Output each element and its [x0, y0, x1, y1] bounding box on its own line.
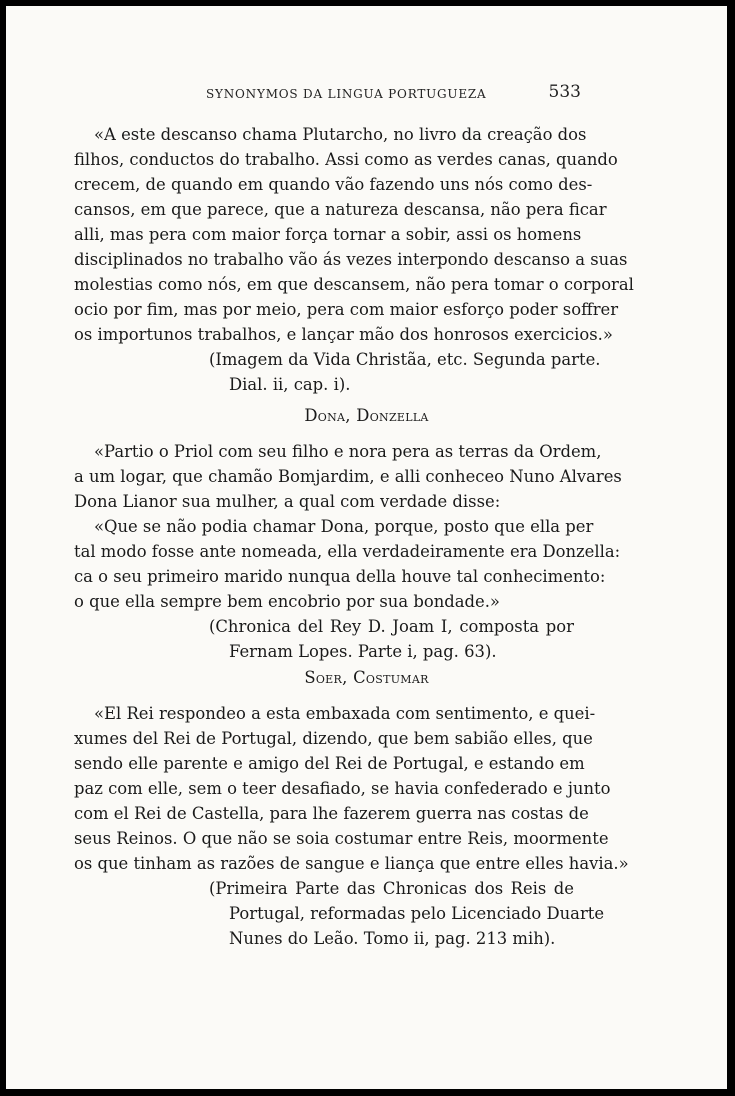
citation-line: (Chronica del Rey D. Joam I, composta por	[209, 617, 574, 636]
paragraph-line: alli, mas pera com maior força tornar a sobir, assi os homens	[74, 225, 582, 244]
citation-line: (Imagem da Vida Christãa, etc. Segunda parte.	[209, 350, 601, 369]
paragraph-line: disciplinados no trabalho vão ás vezes interpondo descanso a suas	[74, 250, 628, 269]
section-heading: Dona, Donzella	[304, 406, 429, 425]
paragraph-line: paz com elle, sem o teer desafiado, se havia confederado e junto	[74, 779, 611, 798]
paragraph-line: ocio por fim, mas por meio, pera com maior esforço poder soffrer	[74, 300, 619, 319]
paragraph-line: filhos, conductos do trabalho. Assi como as verdes canas, quando	[74, 150, 618, 169]
page-number: 533	[548, 82, 581, 102]
book-page	[6, 6, 727, 1089]
paragraph-line: tal modo fosse ante nomeada, ella verdadeiramente era Donzella:	[74, 542, 621, 561]
citation-line: Dial. ii, cap. i).	[229, 375, 351, 394]
page-header	[66, 82, 581, 112]
paragraph-line: xumes del Rei de Portugal, dizendo, que bem sabião elles, que	[74, 729, 593, 748]
citation-line: Portugal, reformadas pelo Licenciado Duarte	[229, 904, 605, 923]
paragraph-line: com el Rei de Castella, para lhe fazerem guerra nas costas de	[74, 804, 589, 823]
paragraph-line: molestias como nós, em que descansem, não pera tomar o corporal	[74, 275, 634, 294]
paragraph-line: o que ella sempre bem encobrio por sua bondade.»	[74, 592, 500, 611]
section-heading: Soer, Costumar	[304, 668, 429, 687]
citation-line: Nunes do Leão. Tomo ii, pag. 213 mih).	[229, 929, 556, 948]
paragraph-line: «Que se não podia chamar Dona, porque, posto que ella per	[94, 517, 594, 536]
paragraph-line: a um logar, que chamão Bomjardim, e alli conheceo Nuno Alvares	[74, 467, 622, 486]
paragraph-line: os importunos trabalhos, e lançar mão dos honrosos exercicios.»	[74, 325, 613, 344]
paragraph-line: os que tinham as razões de sangue e liança que entre elles havia.»	[74, 854, 629, 873]
running-title: SYNONYMOS DA LINGUA PORTUGUEZA	[206, 87, 487, 101]
citation-line: (Primeira Parte das Chronicas dos Reis de	[209, 879, 574, 898]
paragraph-line: crecem, de quando em quando vão fazendo uns nós como des-	[74, 175, 593, 194]
paragraph-line: cansos, em que parece, que a natureza descansa, não pera ficar	[74, 200, 607, 219]
paragraph-line: «El Rei respondeo a esta embaxada com sentimento, e quei-	[94, 704, 596, 723]
paragraph-line: «A este descanso chama Plutarcho, no livro da creação dos	[94, 125, 587, 144]
paragraph-line: sendo elle parente e amigo del Rei de Portugal, e estando em	[74, 754, 585, 773]
paragraph-line: «Partio o Priol com seu filho e nora pera as terras da Ordem,	[94, 442, 602, 461]
citation-line: Fernam Lopes. Parte i, pag. 63).	[229, 642, 497, 661]
paragraph-line: ca o seu primeiro marido nunqua della houve tal conhecimento:	[74, 567, 606, 586]
paragraph-line: seus Reinos. O que não se soia costumar entre Reis, moormente	[74, 829, 609, 848]
paragraph-line: Dona Lianor sua mulher, a qual com verdade disse:	[74, 492, 501, 511]
